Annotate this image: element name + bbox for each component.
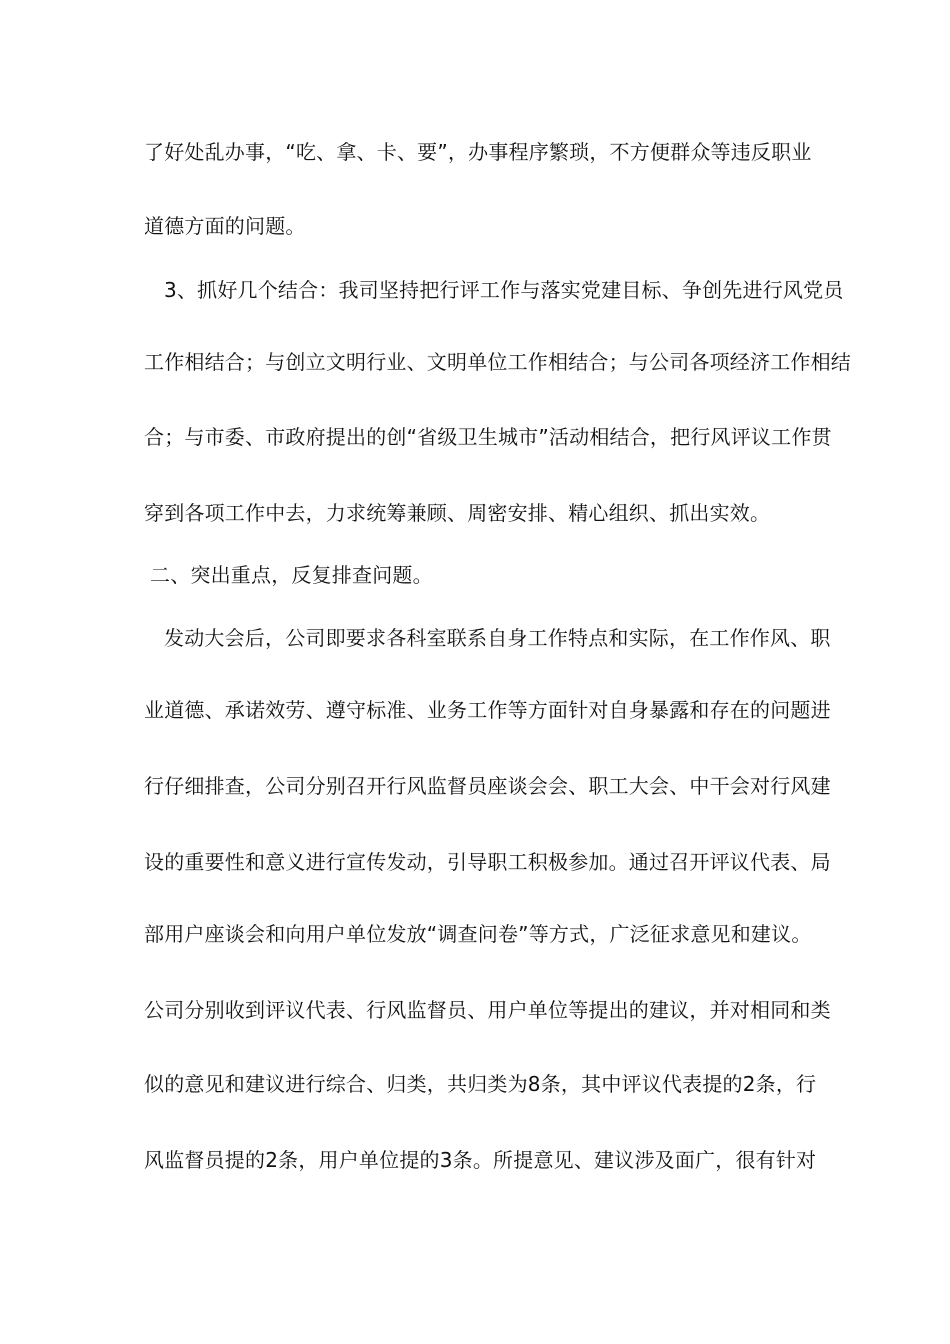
text-line: 穿到各项工作中去，力求统筹兼顾、周密安排、精心组织、抓出实效。 bbox=[144, 501, 771, 525]
text-line: 似的意见和建议进行综合、归类，共归类为8条，其中评议代表提的2条，行 bbox=[144, 1072, 817, 1096]
section-heading: 二、突出重点，反复排查问题。 bbox=[150, 563, 433, 587]
text-line: 发动大会后，公司即要求各科室联系自身工作特点和实际，在工作作风、职 bbox=[164, 626, 831, 650]
text-line: 3、抓好几个结合：我司坚持把行评工作与落实党建目标、争创先进行风党员 bbox=[164, 278, 844, 302]
text-line: 公司分别收到评议代表、行风监督员、用户单位等提出的建议，并对相同和类 bbox=[144, 998, 831, 1022]
text-line: 部用户座谈会和向用户单位发放“调查问卷”等方式，广泛征求意见和建议。 bbox=[144, 922, 812, 946]
text-line: 行仔细排查，公司分别召开行风监督员座谈会会、职工大会、中干会对行风建 bbox=[144, 774, 831, 798]
text-line: 了好处乱办事，“吃、拿、卡、要”，办事程序繁琐，不方便群众等违反职业 bbox=[144, 140, 812, 164]
text-line: 业道德、承诺效劳、遵守标准、业务工作等方面针对自身暴露和存在的问题进 bbox=[144, 698, 831, 722]
text-line: 设的重要性和意义进行宣传发动，引导职工积极参加。通过召开评议代表、局 bbox=[144, 850, 831, 874]
text-line: 道德方面的问题。 bbox=[144, 214, 306, 238]
text-line: 合；与市委、市政府提出的创“省级卫生城市”活动相结合，把行风评议工作贯 bbox=[144, 425, 832, 449]
text-line: 风监督员提的2条，用户单位提的3条。所提意见、建议涉及面广，很有针对 bbox=[144, 1148, 817, 1172]
text-line: 工作相结合；与创立文明行业、文明单位工作相结合；与公司各项经济工作相结 bbox=[144, 350, 851, 374]
